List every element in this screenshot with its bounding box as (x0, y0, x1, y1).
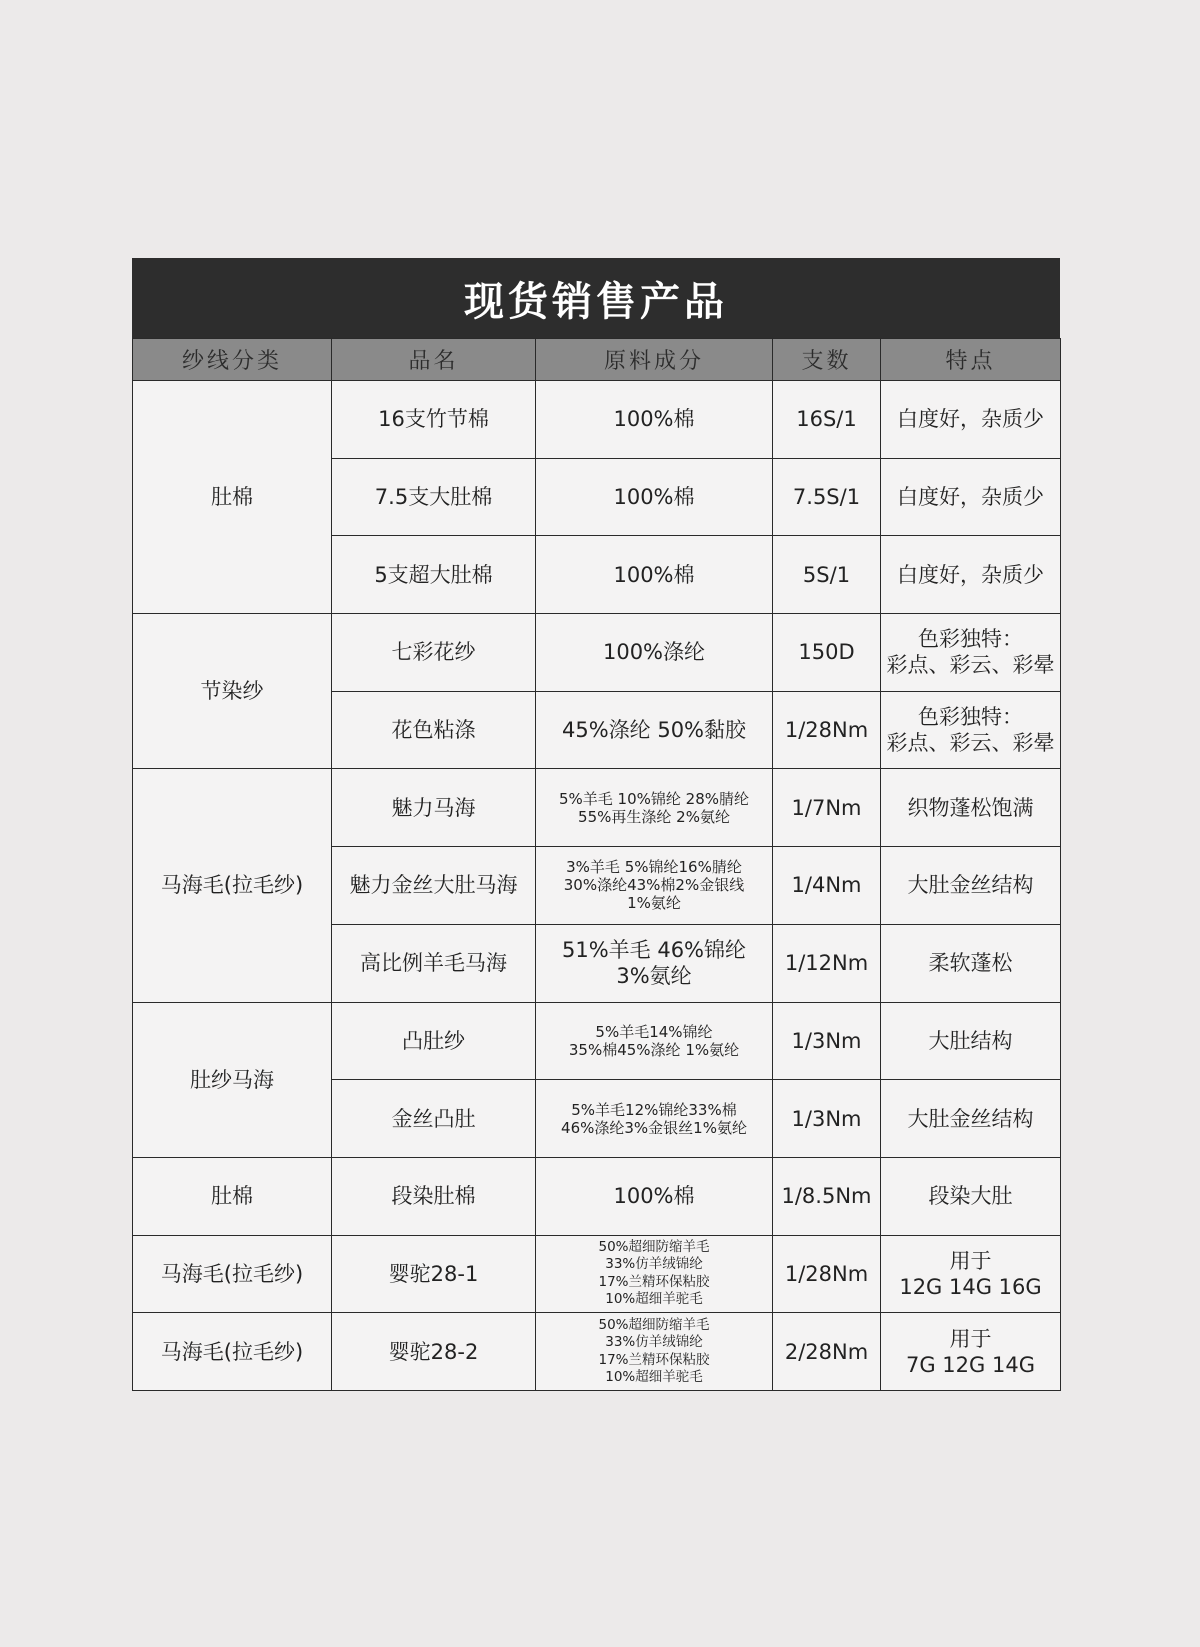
features-cell (881, 769, 1061, 847)
features-cell (881, 381, 1061, 459)
features-cell (881, 1002, 1061, 1080)
category-cell: 马海毛(拉毛纱) (133, 1313, 332, 1391)
cell-line: 55%再生涤纶 2%氨纶 (578, 807, 730, 826)
yarn-count-cell: 1/4Nm (773, 847, 881, 925)
cell-line: 17%兰精环保粘胶 (598, 1273, 710, 1290)
category-cell: 肚纱马海 (133, 1002, 332, 1157)
cell-line: 10%超细羊驼毛 (605, 1291, 703, 1308)
cell-line: 45%涤纶 50%黏胶 (561, 718, 747, 743)
cell-line: 大肚结构 (928, 1028, 1013, 1053)
cell-line: 白度好，杂质少 (897, 485, 1044, 510)
cell-line: 5%羊毛 10%锦纶 28%腈纶 (558, 789, 749, 808)
page-title: 现货销售产品 (132, 258, 1060, 338)
composition-cell (536, 1080, 773, 1158)
yarn-count-cell: 1/8.5Nm (773, 1157, 881, 1235)
cell-line: 用于 (949, 1326, 992, 1351)
cell-line: 用于 (949, 1248, 992, 1273)
composition-cell (536, 1157, 773, 1235)
table-row (133, 1002, 1061, 1080)
yarn-count-cell: 150D (773, 614, 881, 692)
table-row (133, 614, 1061, 692)
header-category: 纱线分类 (133, 339, 332, 381)
yarn-count-cell: 7.5S/1 (773, 458, 881, 536)
composition-cell (536, 381, 773, 459)
composition-cell (536, 458, 773, 536)
composition-cell (536, 691, 773, 769)
cell-line: 17%兰精环保粘胶 (598, 1351, 710, 1368)
composition-cell (536, 847, 773, 925)
product-name-cell: 段染肚棉 (332, 1157, 536, 1235)
category-cell: 马海毛(拉毛纱) (133, 769, 332, 1002)
table-row (133, 381, 1061, 459)
yarn-count-cell: 2/28Nm (773, 1313, 881, 1391)
features-cell (881, 1235, 1061, 1313)
features-cell (881, 536, 1061, 614)
product-name-cell: 婴驼28-1 (332, 1235, 536, 1313)
yarn-count-cell: 1/3Nm (773, 1002, 881, 1080)
yarn-count-cell: 5S/1 (773, 536, 881, 614)
yarn-count-cell: 1/3Nm (773, 1080, 881, 1158)
table-row (133, 1235, 1061, 1313)
cell-line: 3%羊毛 5%锦纶16%腈纶 (566, 858, 742, 877)
table-body (133, 381, 1061, 1391)
category-cell: 肚棉 (133, 381, 332, 614)
products-table (132, 338, 1061, 1391)
cell-line: 12G 14G 16G (899, 1274, 1042, 1299)
product-name-cell: 5支超大肚棉 (332, 536, 536, 614)
cell-line: 大肚金丝结构 (907, 873, 1034, 898)
table-row (133, 1157, 1061, 1235)
cell-line: 33%仿羊绒锦纶 (605, 1256, 703, 1273)
features-cell (881, 1080, 1061, 1158)
cell-line: 5%羊毛12%锦纶33%棉 (571, 1100, 737, 1119)
cell-line: 1%氨纶 (627, 894, 681, 913)
cell-line: 51%羊毛 46%锦纶 (561, 938, 747, 963)
cell-line: 35%棉45%涤纶 1%氨纶 (568, 1040, 740, 1059)
cell-line: 50%超细防缩羊毛 (598, 1238, 710, 1255)
composition-cell (536, 1002, 773, 1080)
features-cell (881, 924, 1061, 1002)
cell-line: 白度好，杂质少 (897, 562, 1044, 587)
composition-cell (536, 924, 773, 1002)
composition-cell (536, 1313, 773, 1391)
category-cell: 马海毛(拉毛纱) (133, 1235, 332, 1313)
features-cell (881, 691, 1061, 769)
features-cell (881, 847, 1061, 925)
product-name-cell: 魅力金丝大肚马海 (332, 847, 536, 925)
features-cell (881, 458, 1061, 536)
cell-line: 彩点、彩云、彩晕 (886, 731, 1055, 756)
yarn-count-cell: 1/28Nm (773, 691, 881, 769)
cell-line: 7G 12G 14G (906, 1352, 1035, 1377)
product-name-cell: 凸肚纱 (332, 1002, 536, 1080)
category-cell: 节染纱 (133, 614, 332, 769)
yarn-count-cell: 1/12Nm (773, 924, 881, 1002)
cell-line: 3%氨纶 (616, 964, 692, 989)
composition-cell (536, 536, 773, 614)
cell-line: 色彩独特： (918, 705, 1023, 730)
features-cell (881, 1313, 1061, 1391)
cell-line: 100%棉 (613, 1184, 695, 1209)
cell-line: 100%棉 (613, 407, 695, 432)
yarn-count-cell: 1/7Nm (773, 769, 881, 847)
cell-line: 50%超细防缩羊毛 (598, 1316, 710, 1333)
cell-line: 100%棉 (613, 485, 695, 510)
header-features: 特点 (881, 339, 1061, 381)
header-composition: 原料成分 (536, 339, 773, 381)
cell-line: 5%羊毛14%锦纶 (595, 1022, 713, 1041)
product-name-cell: 金丝凸肚 (332, 1080, 536, 1158)
category-cell: 肚棉 (133, 1157, 332, 1235)
features-cell (881, 614, 1061, 692)
product-name-cell: 7.5支大肚棉 (332, 458, 536, 536)
product-name-cell: 魅力马海 (332, 769, 536, 847)
cell-line: 白度好，杂质少 (897, 407, 1044, 432)
product-name-cell: 婴驼28-2 (332, 1313, 536, 1391)
header-row (133, 339, 1061, 381)
cell-line: 色彩独特： (918, 627, 1023, 652)
cell-line: 30%涤纶43%棉2%金银线 (563, 876, 745, 895)
cell-line: 33%仿羊绒锦纶 (605, 1334, 703, 1351)
cell-line: 46%涤纶3%金银丝1%氨纶 (561, 1118, 747, 1137)
table-row (133, 769, 1061, 847)
cell-line: 大肚金丝结构 (907, 1106, 1034, 1131)
product-name-cell: 16支竹节棉 (332, 381, 536, 459)
product-sheet (132, 258, 1060, 1391)
composition-cell (536, 769, 773, 847)
yarn-count-cell: 16S/1 (773, 381, 881, 459)
product-name-cell: 花色粘涤 (332, 691, 536, 769)
yarn-count-cell: 1/28Nm (773, 1235, 881, 1313)
cell-line: 100%棉 (613, 562, 695, 587)
composition-cell (536, 1235, 773, 1313)
features-cell (881, 1157, 1061, 1235)
table-row (133, 1313, 1061, 1391)
cell-line: 彩点、彩云、彩晕 (886, 653, 1055, 678)
cell-line: 段染大肚 (928, 1184, 1013, 1209)
cell-line: 10%超细羊驼毛 (605, 1369, 703, 1386)
product-name-cell: 高比例羊毛马海 (332, 924, 536, 1002)
product-name-cell: 七彩花纱 (332, 614, 536, 692)
header-product-name: 品名 (332, 339, 536, 381)
cell-line: 织物蓬松饱满 (907, 795, 1034, 820)
header-yarn-count: 支数 (773, 339, 881, 381)
cell-line: 100%涤纶 (602, 640, 706, 665)
cell-line: 柔软蓬松 (928, 951, 1013, 976)
composition-cell (536, 614, 773, 692)
